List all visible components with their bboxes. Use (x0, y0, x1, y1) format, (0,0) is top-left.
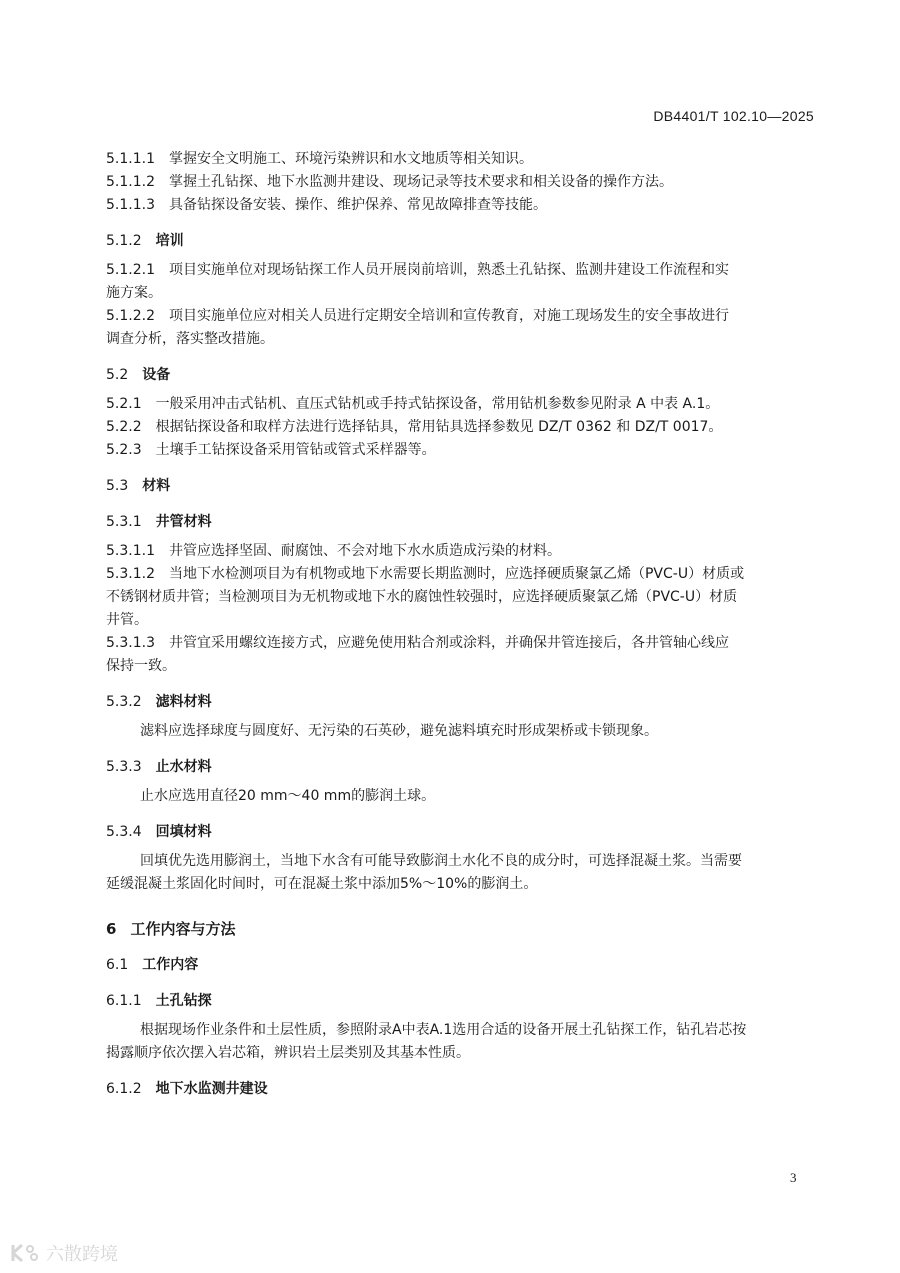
section-heading-5-1-2: 5.1.2 培训 (106, 233, 184, 249)
section-heading-5-3: 5.3 材料 (106, 478, 171, 494)
clause-5-3-1-2-cont: 不锈钢材质井管；当检测项目为无机物或地下水的腐蚀性较强时，应选择硬质聚氯乙烯（PVC-U）材质 (106, 589, 738, 605)
clause-5-1-2-1-cont: 施方案。 (106, 285, 162, 301)
page-number: 3 (790, 1170, 797, 1185)
paragraph-filter-material: 滤料应选择球度与圆度好、无污染的石英砂，避免滤料填充时形成架桥或卡锁现象。 (140, 723, 658, 739)
clause-5-3-1-1: 5.3.1.1 井管应选择坚固、耐腐蚀、不会对地下水水质造成污染的材料。 (106, 543, 561, 559)
paragraph-sealing-material: 止水应选用直径20 mm～40 mm的膨润土球。 (140, 788, 436, 804)
k-logo-icon (10, 1242, 40, 1264)
content-body (106, 148, 818, 1107)
paragraph-drilling-cont: 揭露顺序依次摆入岩芯箱，辨识岩土层类别及其基本性质。 (106, 1045, 470, 1061)
clause-5-2-1: 5.2.1 一般采用冲击式钻机、直压式钻机或手持式钻探设备，常用钻机参数参见附录 A 中表 A.1。 (106, 396, 720, 412)
section-heading-6-1-2: 6.1.2 地下水监测井建设 (106, 1081, 268, 1097)
clause-5-3-1-3: 5.3.1.3 井管宜采用螺纹连接方式，应避免使用粘合剂或涂料，并确保井管连接后，各井管轴心线应 (106, 635, 729, 651)
paragraph-backfill-material: 回填优先选用膨润土，当地下水含有可能导致膨润土水化不良的成分时，可选择混凝土浆。当需要 (140, 853, 742, 869)
clause-5-3-1-3-cont: 保持一致。 (106, 658, 176, 674)
clause-5-1-2-1: 5.1.2.1 项目实施单位对现场钻探工作人员开展岗前培训，熟悉土孔钻探、监测井建设工作流程和实 (106, 262, 729, 278)
section-heading-6-1-1: 6.1.1 土孔钻探 (106, 993, 212, 1009)
clause-5-2-3: 5.2.3 土壤手工钻探设备采用管钻或管式采样器等。 (106, 442, 436, 458)
paragraph-backfill-material-cont: 延缓混凝土浆固化时间时，可在混凝土浆中添加5%～10%的膨润土。 (106, 876, 538, 892)
clause-5-3-1-2-cont2: 井管。 (106, 612, 148, 628)
clause-5-1-2-2-cont: 调查分析，落实整改措施。 (106, 331, 274, 347)
clause-5-1-1-2: 5.1.1.2 掌握土孔钻探、地下水监测井建设、现场记录等技术要求和相关设备的操作方法。 (106, 174, 673, 190)
clause-5-1-1-3: 5.1.1.3 具备钻探设备安装、操作、维护保养、常见故障排查等技能。 (106, 197, 547, 213)
watermark-text: 六散跨境 (46, 1244, 118, 1265)
clause-5-1-2-2: 5.1.2.2 项目实施单位应对相关人员进行定期安全培训和宣传教育，对施工现场发生的安全事故进行 (106, 308, 729, 324)
section-heading-5-3-3: 5.3.3 止水材料 (106, 759, 212, 775)
paragraph-drilling: 根据现场作业条件和土层性质，参照附录A中表A.1选用合适的设备开展土孔钻探工作，钻孔岩芯按 (140, 1022, 747, 1038)
chapter-heading-6: 6 工作内容与方法 (106, 920, 236, 938)
watermark (10, 1240, 118, 1266)
section-heading-5-3-2: 5.3.2 滤料材料 (106, 694, 212, 710)
clause-5-1-1-1: 5.1.1.1 掌握安全文明施工、环境污染辨识和水文地质等相关知识。 (106, 151, 533, 167)
section-heading-5-2: 5.2 设备 (106, 367, 171, 383)
clause-5-2-2: 5.2.2 根据钻探设备和取样方法进行选择钻具，常用钻具选择参数见 DZ/T 0362 和 DZ/T 0017。 (106, 419, 723, 435)
section-heading-6-1: 6.1 工作内容 (106, 957, 199, 973)
document-id: DB4401/T 102.10—2025 (653, 108, 814, 124)
section-heading-5-3-1: 5.3.1 井管材料 (106, 514, 212, 530)
section-heading-5-3-4: 5.3.4 回填材料 (106, 824, 212, 840)
clause-5-3-1-2: 5.3.1.2 当地下水检测项目为有机物或地下水需要长期监测时，应选择硬质聚氯乙烯（PVC-U）材质或 (106, 566, 745, 582)
